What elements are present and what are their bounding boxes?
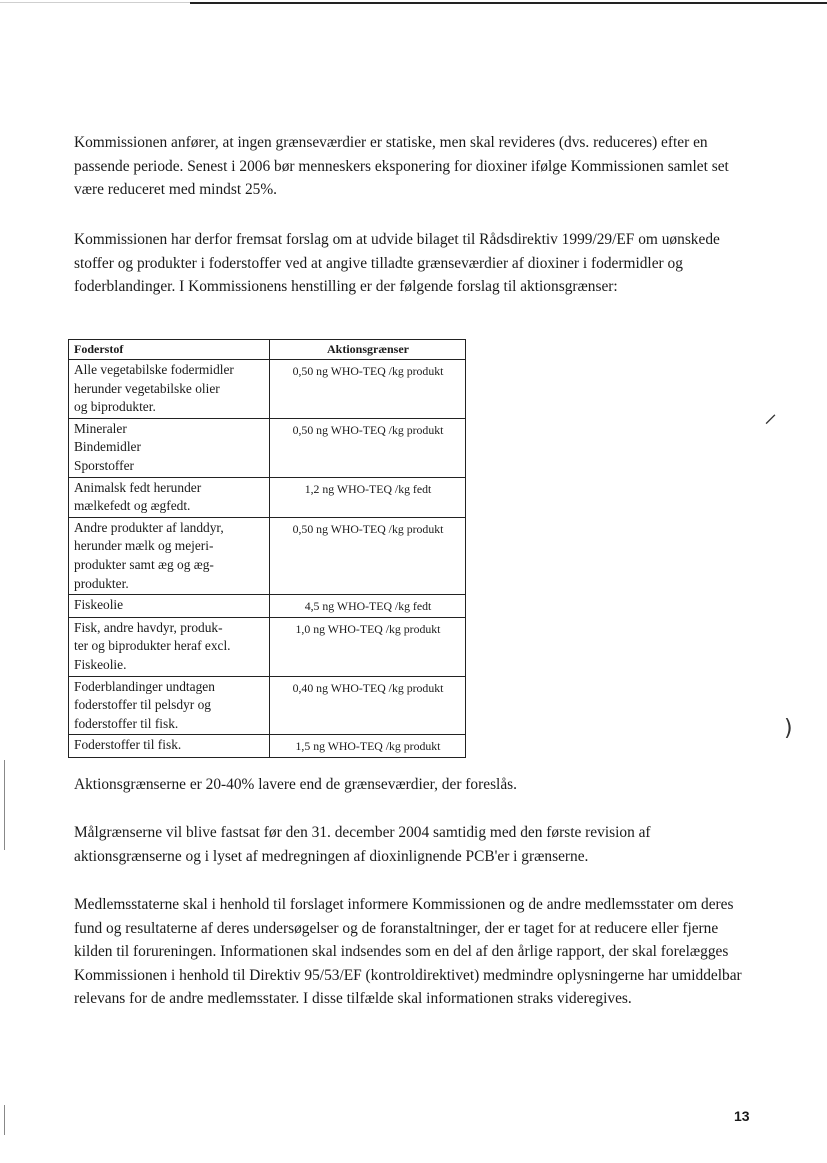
- action-limits-table: [68, 339, 466, 758]
- substance-line: Fiskeolie: [74, 597, 124, 613]
- substance-line: Alle vegetabilske fodermidler: [74, 362, 234, 377]
- substance-cell: [69, 735, 270, 758]
- limit-cell: 0,50 ng WHO-TEQ /kg produkt: [270, 418, 466, 477]
- substance-line: ter og biprodukter heraf excl.: [74, 638, 231, 654]
- table-row: [69, 617, 466, 676]
- substance-line: produkter samt æg og æg-: [74, 556, 214, 572]
- page-number: 13: [734, 1108, 750, 1124]
- substance-line: produkter.: [74, 575, 129, 591]
- table-row: [69, 735, 466, 758]
- substance-line: foderstoffer til fisk.: [74, 715, 179, 731]
- table-body: [69, 360, 466, 758]
- paragraph-5: Medlemsstaterne skal i henhold til forslaget informere Kommissionen og de andre medlemsstater om deres fund og resultaterne af deres undersøgelser og de foranstaltninger, der er taget for at reducere eller fjerne kilden til forureningen. Informationen skal indsendes som en del af den årlige rapport, der skal forelægges Kommissionen i henhold til Direktiv 95/53/EF (kontroldirektivet) medmindre oplysningerne har umiddelbar relevans for de andre medlemsstater. I disse tilfælde skal informationen straks videregives.: [74, 896, 742, 1008]
- header-rule-faint: [0, 2, 190, 3]
- table-row: [69, 360, 466, 419]
- substance-cell: [69, 595, 270, 618]
- substance-cell: [69, 477, 270, 517]
- table-row: [69, 418, 466, 477]
- substance-line: Foderblandinger undtagen: [74, 678, 215, 694]
- table-row: [69, 477, 466, 517]
- substance-cell: [69, 360, 270, 419]
- header-foderstof: Foderstof: [69, 340, 270, 360]
- substance-cell: [69, 517, 270, 594]
- substance-line: Mineraler: [74, 420, 127, 436]
- scan-mark-right-upper: ⸝: [764, 399, 778, 429]
- header-aktionsgraenser: Aktionsgrænser: [270, 340, 466, 360]
- substance-line: Fiskeolie.: [74, 656, 127, 672]
- limit-cell: 1,5 ng WHO-TEQ /kg produkt: [270, 735, 466, 758]
- limit-cell: 1,2 ng WHO-TEQ /kg fedt: [270, 477, 466, 517]
- scan-margin-line-2: [4, 1105, 5, 1135]
- substance-line: og biprodukter.: [74, 399, 156, 415]
- substance-line: foderstoffer til pelsdyr og: [74, 697, 211, 713]
- table-row: [69, 676, 466, 735]
- table-row: [69, 595, 466, 618]
- paragraph-1: Kommissionen anfører, at ingen grænseværdier er statiske, men skal revideres (dvs. reduceres) efter en passende periode. Senest i 2006 bør menneskers eksponering for dioxiner ifølge Kommissionen samlet set være reduceret med mindst 25%.: [74, 134, 729, 199]
- substance-cell: [69, 418, 270, 477]
- limit-cell: 4,5 ng WHO-TEQ /kg fedt: [270, 595, 466, 618]
- table-header-row: [69, 340, 466, 360]
- substance-cell: [69, 676, 270, 735]
- substance-line: herunder vegetabilske olier: [74, 380, 220, 396]
- substance-cell: [69, 617, 270, 676]
- substance-line: Bindemidler: [74, 439, 141, 455]
- scan-mark-right-lower: ): [784, 716, 793, 741]
- substance-line: Andre produkter af landdyr,: [74, 519, 224, 535]
- substance-line: herunder mælk og mejeri-: [74, 538, 214, 554]
- limit-cell: 0,50 ng WHO-TEQ /kg produkt: [270, 360, 466, 419]
- paragraph-3: Aktionsgrænserne er 20-40% lavere end de grænseværdier, der foreslås.: [74, 776, 518, 793]
- substance-line: Fisk, andre havdyr, produk-: [74, 619, 223, 635]
- paragraph-4: Målgrænserne vil blive fastsat før den 31. december 2004 samtidig med den første revision af aktionsgrænserne og i lyset af medregningen af dioxinlignende PCB'er i grænserne.: [74, 824, 651, 865]
- substance-line: Animalsk fedt herunder: [74, 479, 202, 495]
- limit-cell: 0,40 ng WHO-TEQ /kg produkt: [270, 676, 466, 735]
- table-row: [69, 517, 466, 594]
- scan-margin-line-1: [4, 760, 5, 850]
- paragraph-2: Kommissionen har derfor fremsat forslag om at udvide bilaget til Rådsdirektiv 1999/29/EF om uønskede stoffer og produkter i foderstoffer ved at angive tilladte grænseværdier af dioxiner i fodermidler og foderblandinger. I Kommissionens henstilling er der følgende forslag til aktionsgrænser:: [74, 231, 720, 296]
- substance-line: Sporstoffer: [74, 457, 135, 473]
- substance-line: Foderstoffer til fisk.: [74, 737, 182, 753]
- limit-cell: 0,50 ng WHO-TEQ /kg produkt: [270, 517, 466, 594]
- limit-cell: 1,0 ng WHO-TEQ /kg produkt: [270, 617, 466, 676]
- substance-line: mælkefedt og ægfedt.: [74, 498, 191, 514]
- header-rule: [190, 2, 827, 4]
